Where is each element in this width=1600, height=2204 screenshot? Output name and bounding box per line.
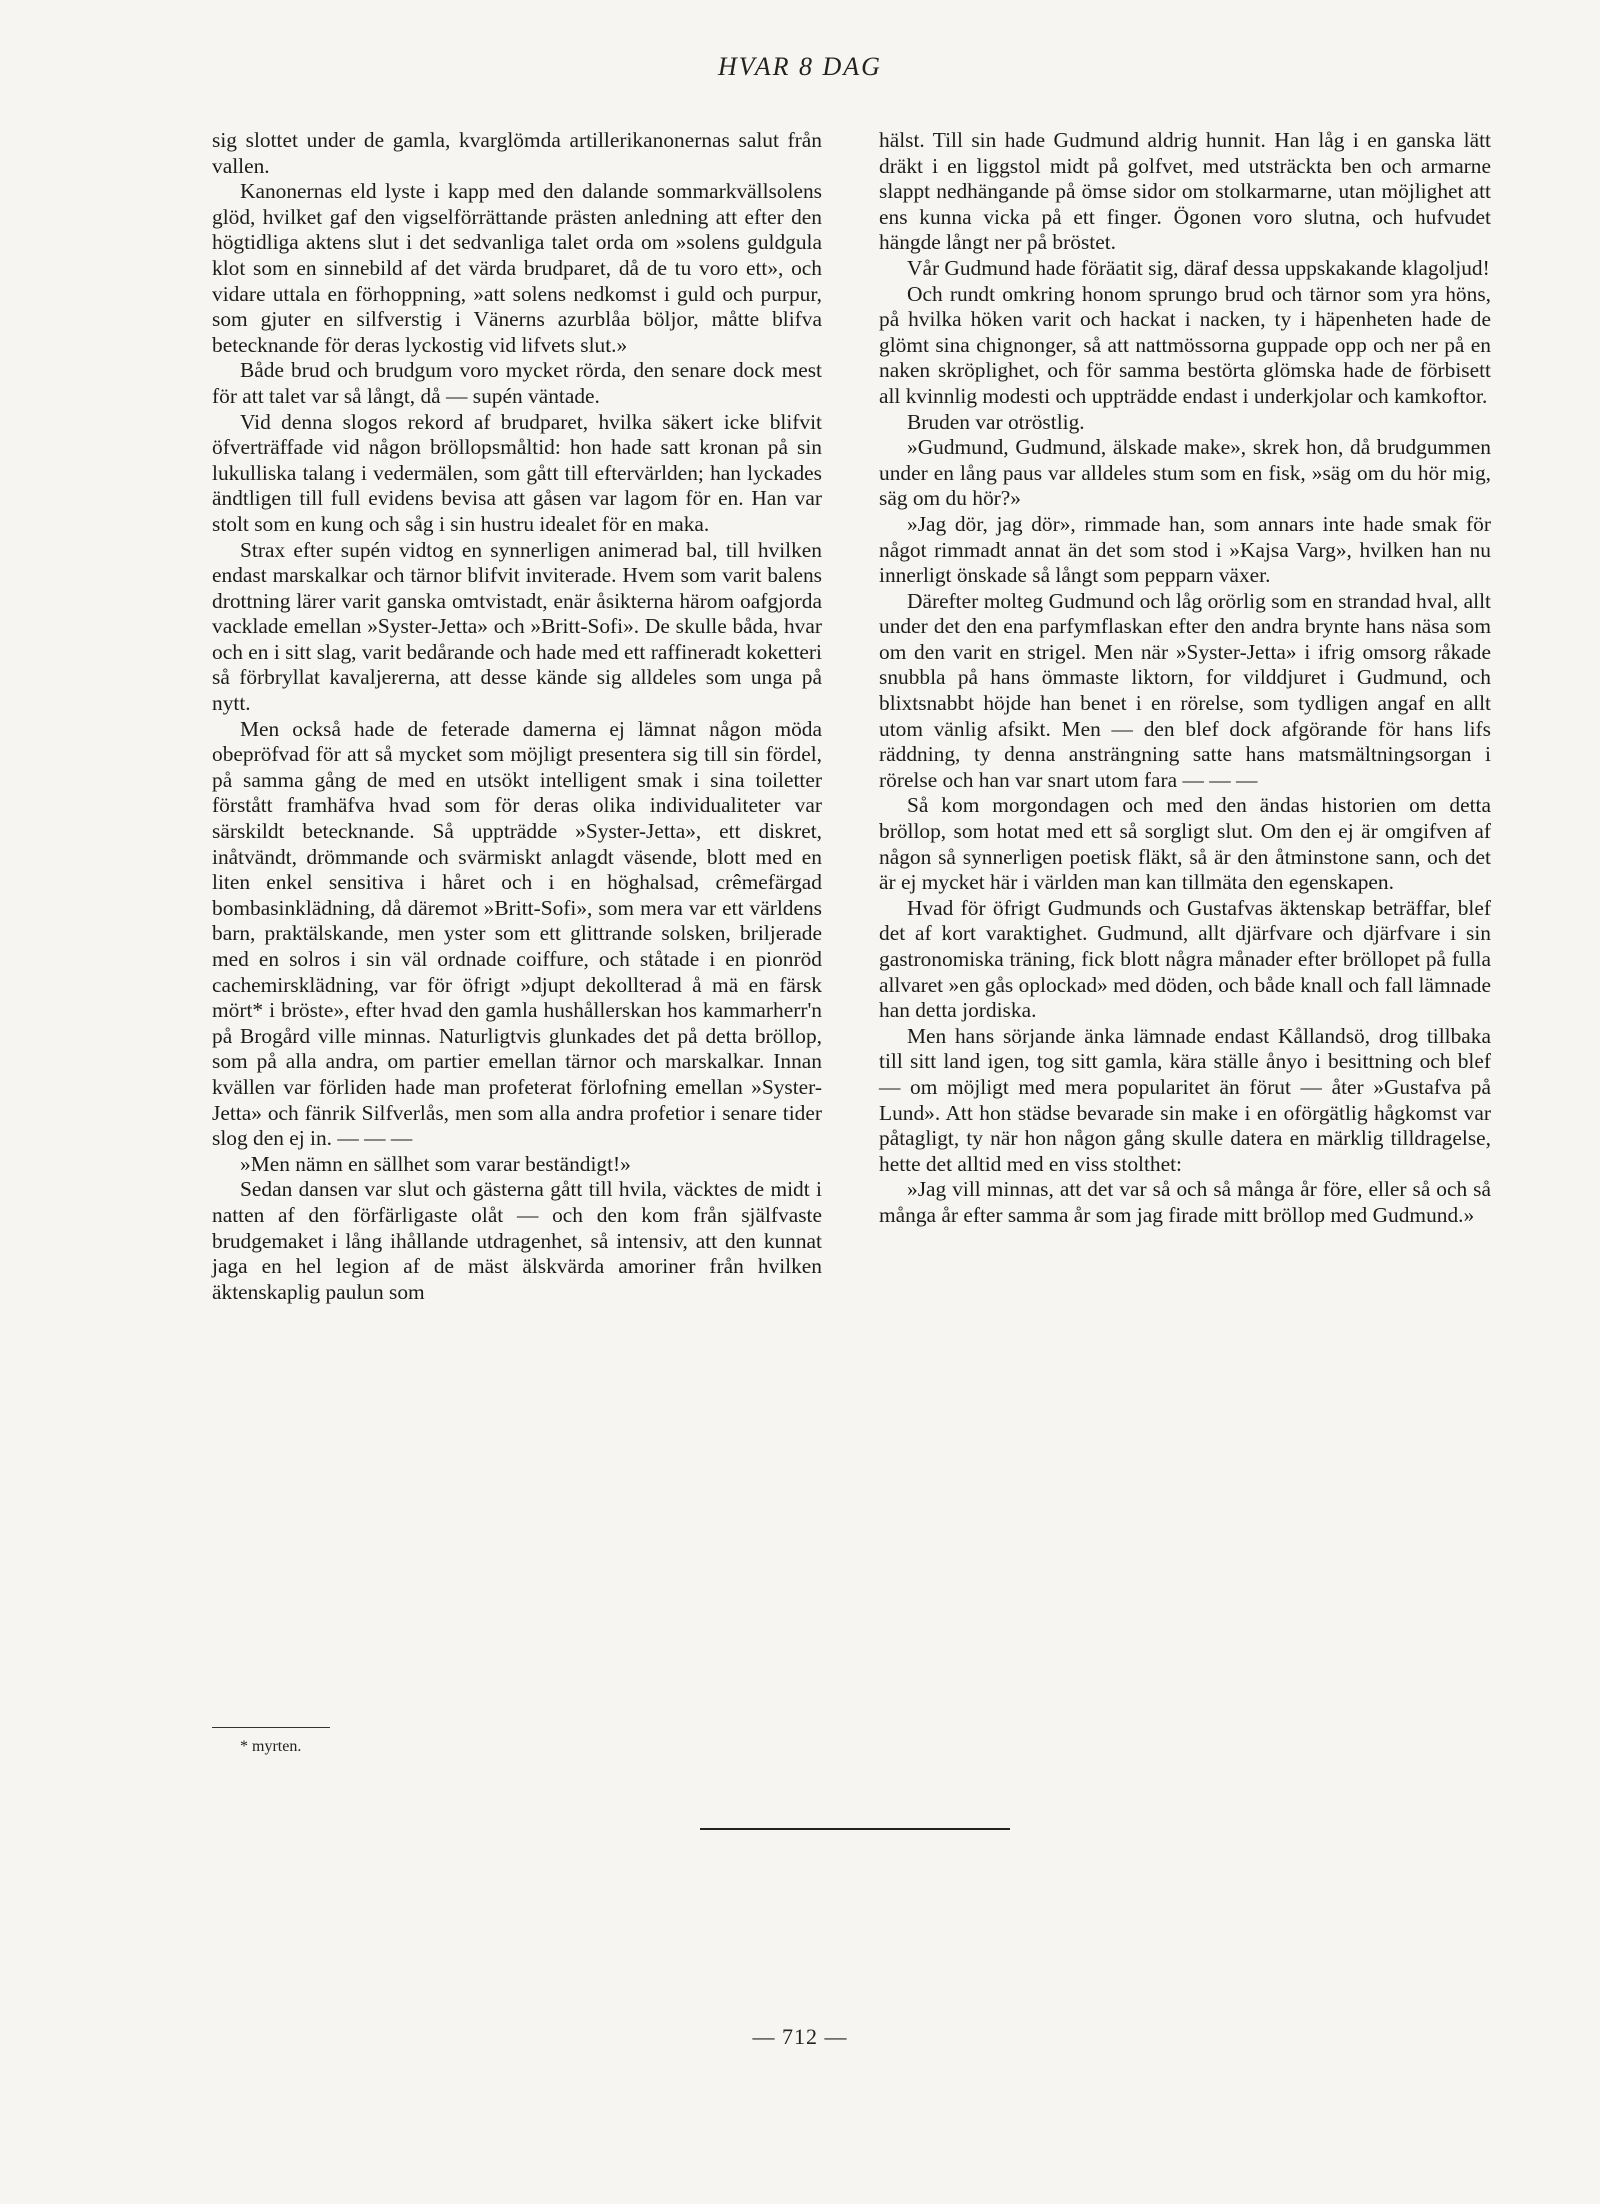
paragraph: Hvad för öfrigt Gudmunds och Gustafvas äktenskap beträffar, blef det af kort varaktighet. Gudmund, allt djärfvare och djärfvare i sin gastronomiska träning, fick blott några månader efter bröllopet på fulla allvaret »en gås oplockad» med döden, och både knall och fall lämnade han detta jordiska. (879, 895, 1491, 1023)
paragraph: Strax efter supén vidtog en synnerligen animerad bal, till hvilken endast marskalkar och tärnor blifvit inviterade. Hvem som varit balens drottning lärer varit ganska omtvistadt, enär åsikterna härom oafgjorda vacklade emellan »Syster-Jetta» och »Britt-Sofi». De skulle båda, hvar och en i sitt slag, varit bedårande och hade med ett raffineradt koketteri så förbryllat kavaljererna, att desse kände sig alldeles som unga på nytt. (212, 537, 822, 716)
paragraph: Sedan dansen var slut och gästerna gått till hvila, väcktes de midt i natten af den förfärligaste olåt — och den kom från själfvaste brudgemaket i lång ihållande utdragenhet, så intensiv, att den kunnat jaga en hel legion af de mäst älskvärda amoriner från hvilken äktenskaplig paulun som (212, 1177, 822, 1304)
paragraph: »Gudmund, Gudmund, älskade make», skrek hon, då brudgummen under en lång paus var alldeles stum som en fisk, »säg om du hör mig, säg om du hör?» (879, 435, 1491, 511)
footnote: * myrten. (240, 1738, 302, 1755)
footnote-divider (212, 1727, 330, 1728)
paragraph: »Jag vill minnas, att det var så och så många år före, eller så och så många år efter samma år som jag firade mitt bröllop med Gudmund.» (879, 1177, 1491, 1227)
paragraph: Därefter molteg Gudmund och låg orörlig som en strandad hval, allt under det den ena parfymflaskan efter den andra brynte hans näsa som om den varit en strigel. Men när »Syster-Jetta» i ifrig omsorg råkade snubbla på hans ömmaste liktorn, for vilddjuret i Gudmund, och blixtsnabbt höjde han benet i en rörelse, som tydligen angaf en allt utom vänlig afsikt. Men — den blef dock afgörande för hans lifs räddning, ty denna ansträngning satte hans matsmältningsorgan i rörelse och han var snart utom fara — — — (879, 588, 1491, 792)
paragraph: Kanonernas eld lyste i kapp med den dalande sommarkvällsolens glöd, hvilket gaf den vigselförrättande prästen anledning att efter den högtidliga aktens slut i det sedvanliga talet orda om »solens guldgula klot som en sinnebild af det värda brudparet, då de tu voro ett», och vidare uttala en förhoppning, »att solens nedkomst i guld och purpur, som gjuter en silfverstig i Vänerns azurblåa böljor, måtte blifva betecknande för deras lyckostig vid lifvets slut.» (212, 179, 822, 357)
left-column (212, 128, 822, 1305)
paragraph: Både brud och brudgum voro mycket rörda, den senare dock mest för att talet var så långt, då — supén väntade. (212, 358, 822, 408)
paragraph: sig slottet under de gamla, kvarglömda artillerikanonernas salut från vallen. (212, 128, 822, 178)
paragraph: hälst. Till sin hade Gudmund aldrig hunnit. Han låg i en ganska lätt dräkt i en liggstol midt på golfvet, med utsträckta ben och armarne slappt nedhängande på ömse sidor om stolkarmarne, utan möjlighet att ens kunna vicka på ett finger. Ögonen voro slutna, och hufvudet hängde långt ner på bröstet. (879, 128, 1491, 255)
paragraph: Så kom morgondagen och med den ändas historien om detta bröllop, som hotat med ett så sorgligt slut. Om den ej är omgifven af någon så synnerligen poetisk fläkt, så är den åtminstone sann, och det är ej mycket här i världen man kan tillmäta den egenskapen. (879, 793, 1491, 895)
paragraph: Vår Gudmund hade föräatit sig, däraf dessa uppskakande klagoljud! (907, 255, 1490, 280)
paragraph: Bruden var otröstlig. (907, 409, 1085, 434)
paragraph: Men också hade de feterade damerna ej lämnat någon möda obepröfvad för att så mycket som möjligt presentera sig till sin fördel, på samma gång de med en utsökt intelligent smak i sina toiletter förstått framhäfva hvad som för deras olika individualiteter var särskildt betecknande. Så uppträdde »Syster-Jetta», ett diskret, inåtvändt, drömmande och svärmiskt anlagdt väsende, blott med en liten enkel sensitiva i håret och i en höghalsad, crêmefärgad bombasinklädning, då däremot »Britt-Sofi», som mera var ett världens barn, praktälskande, men yster som ett glittrande solsken, briljerade med en solros i sin väl ordnade coiffure, och ståtade i en pionröd cachemirsklädning, var för öfrigt »djupt dekollterad å mä en färsk mört* i bröste», efter hvad den gamla hushållerskan hos kammarherr'n på Brogård ville minnas. Naturligtvis glunkades det på detta bröllop, som på alla andra, om partier emellan tärnor och marskalkar. Innan kvällen var förliden hade man profeterat förlofning emellan »Syster-Jetta» och fänrik Silfverlås, men som alla andra profetior i senare tider slog den ej in. — — — (212, 716, 822, 1151)
paragraph: Men hans sörjande änka lämnade endast Kållandsö, drog tillbaka till sitt land igen, tog sitt gamla, kära ställe ånyo i besittning och blef — om möjligt med mera popularitet än förut — åter »Gustafva på Lund». Att hon städse bevarade sin make i en oförgätlig hågkomst var påtagligt, ty när hon någon gång skulle datera en märklig tilldragelse, hette det alltid med en viss stolthet: (879, 1023, 1491, 1176)
paragraph: Vid denna slogos rekord af brudparet, hvilka säkert icke blifvit öfverträffade vid någon bröllopsmåltid: hon hade satt kronan på sin lukulliska talang i vedermälen, som gått till eftervärlden; han lyckades ändtligen till full evidens bevisa att gåsen var lagom för en. Han var stolt som en kung och såg i sin hustru idealet för en maka. (212, 409, 822, 536)
paragraph: Och rundt omkring honom sprungo brud och tärnor som yra höns, på hvilka höken varit och hackat i nacken, ty i häpenheten hade de glömt sina chignonger, så att nattmössorna guppade opp och ner på en naken skröplighet, och för samma bestörta glömska hade de förbisett all kvinnlig modesti och uppträdde endast i underkjolar och kamkoftor. (879, 281, 1491, 408)
page-number: — 712 — (752, 2024, 848, 2049)
paragraph: »Men nämn en sällhet som varar beständigt!» (240, 1151, 631, 1176)
end-divider (700, 1828, 1010, 1830)
running-head: HVAR 8 DAG (718, 52, 882, 81)
paragraph: »Jag dör, jag dör», rimmade han, som annars inte hade smak för något rimmadt annat än det som stod i »Kajsa Varg», hvilken han nu innerligt önskade så långt som pepparn växer. (879, 511, 1491, 588)
right-column (879, 128, 1491, 1229)
